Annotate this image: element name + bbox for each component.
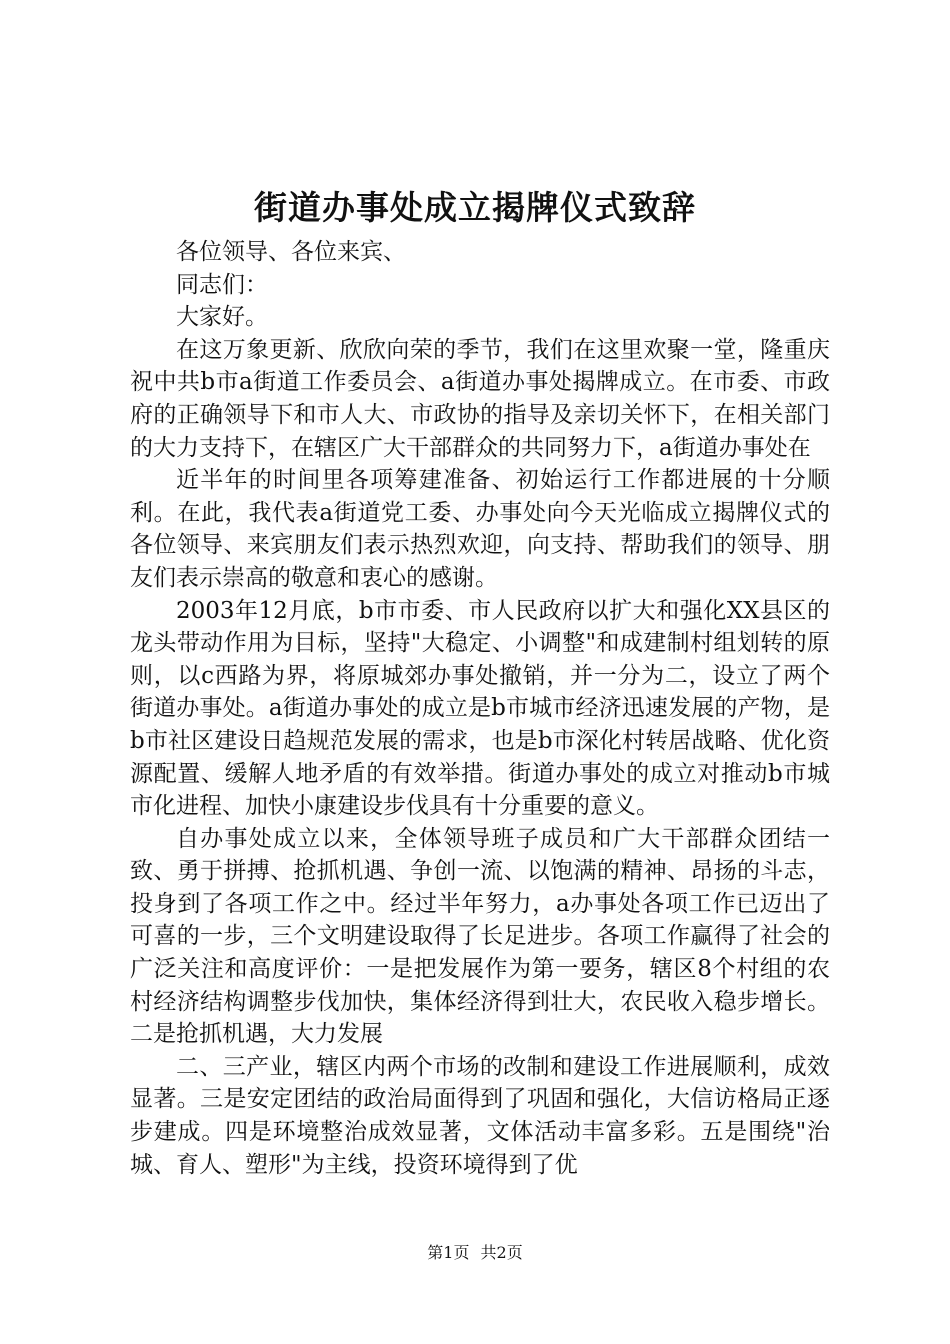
body-paragraph: 在这万象更新、欣欣向荣的季节，我们在这里欢聚一堂，隆重庆祝中共b市a街道工作委员会、a街道办事处揭牌成立。在市委、市政府的正确领导下和市人大、市政协的指导及亲切关怀下，在相关部门的大力支持下，在辖区广大干部群众的共同努力下，a街道办事处在 (130, 336, 830, 461)
body-paragraph: 近半年的时间里各项筹建准备、初始运行工作都进展的十分顺利。在此，我代表a街道党工委、办事处向今天光临成立揭牌仪式的各位领导、来宾朋友们表示热烈欢迎，向支持、帮助我们的领导、朋友们表示崇高的敬意和衷心的感谢。 (130, 467, 830, 591)
body-paragraph: 二、三产业，辖区内两个市场的改制和建设工作进展顺利，成效显著。三是安定团结的政治局面得到了巩固和强化，大信访格局正逐步建成。四是环境整治成效显著，文体活动丰富多彩。五是围绕"治城、育人、塑形"为主线，投资环境得到了优 (130, 1053, 830, 1178)
page-number: 第1页 (427, 1243, 470, 1262)
salutation-line-1: 各位领导、各位来宾、 (176, 239, 406, 265)
page-footer (0, 1243, 950, 1263)
page-total: 共2页 (480, 1243, 523, 1262)
greeting-line: 大家好。 (176, 304, 268, 331)
salutation-line-2: 同志们： (176, 271, 268, 298)
body-paragraph: 2003年12月底，b市市委、市人民政府以扩大和强化XX县区的龙头带动作用为目标，坚持"大稳定、小调整"和成建制村组划转的原则，以c西路为界，将原城郊办事处撤销，并一分为二，设立了两个街道办事处。a街道办事处的成立是b市城市经济迅速发展的产物，是b市社区建设日趋规范发展的需求，也是b市深化村转居战略、优化资源配置、缓解人地矛盾的有效举措。街道办事处的成立对推动b市城市化进程、加快小康建设步伐具有十分重要的意义。 (130, 597, 830, 820)
document-body (130, 236, 830, 1181)
document-title: 街道办事处成立揭牌仪式致辞 (254, 188, 696, 227)
body-paragraph: 自办事处成立以来，全体领导班子成员和广大干部群众团结一致、勇于拼搏、抢抓机遇、争创一流、以饱满的精神、昂扬的斗志，投身到了各项工作之中。经过半年努力，a办事处各项工作已迈出了可喜的一步，三个文明建设取得了长足进步。各项工作赢得了社会的广泛关注和高度评价：一是把发展作为第一要务，辖区8个村组的农村经济结构调整步伐加快，集体经济得到壮大，农民收入稳步增长。二是抢抓机遇，大力发展 (130, 825, 830, 1048)
